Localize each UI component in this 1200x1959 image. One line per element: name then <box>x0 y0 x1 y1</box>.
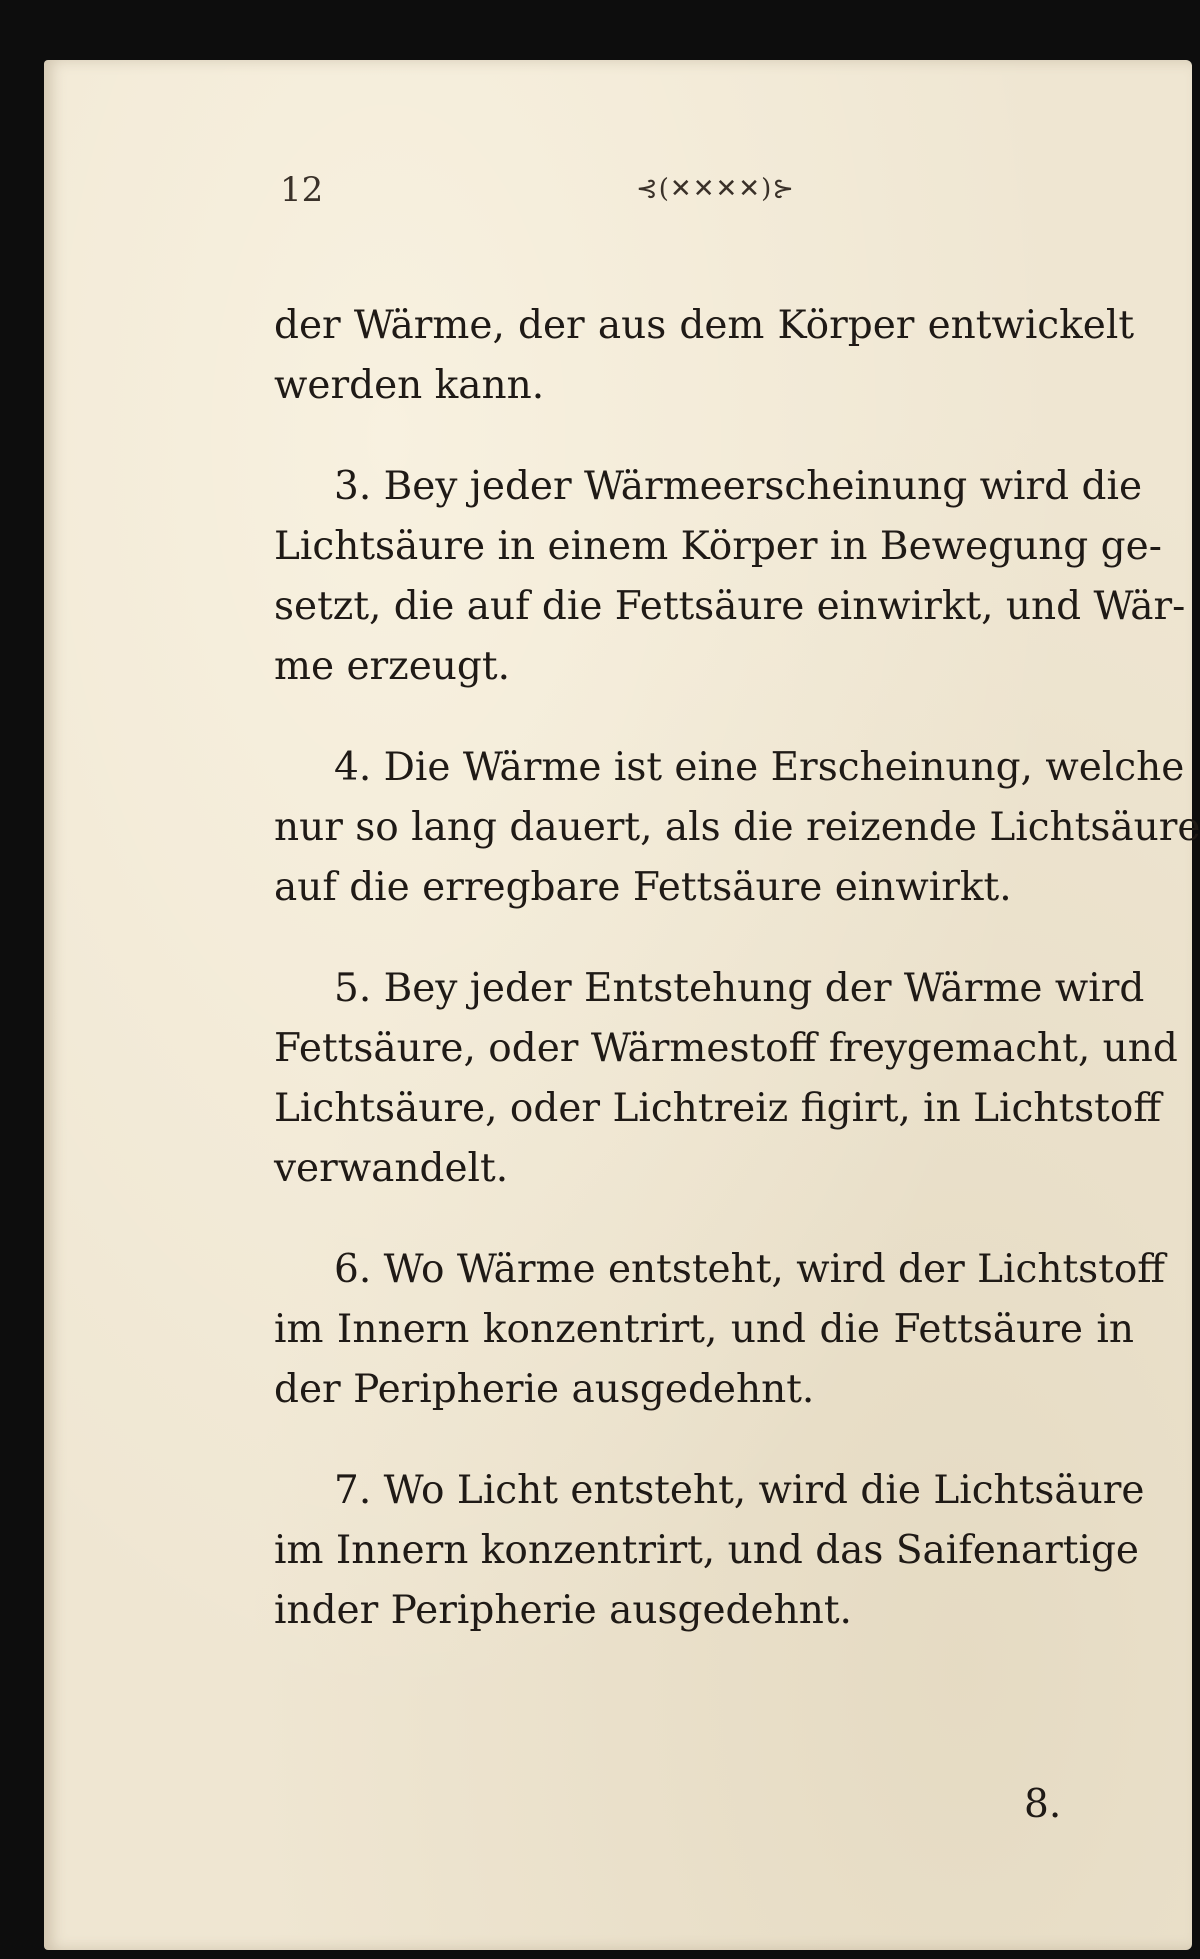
text-line: der Wärme, der aus dem Körper entwickelt <box>274 303 1134 348</box>
page-number: 12 <box>280 170 324 210</box>
paragraph-7 <box>274 1461 1145 1641</box>
text-line: der Peripherie ausgedehnt. <box>274 1367 815 1412</box>
paragraph-4 <box>274 738 1200 918</box>
text-line: 3. Bey jeder Wärmeerscheinung wird die <box>334 464 1143 509</box>
text-line: im Innern konzentrirt, und die Fettsäure in <box>274 1307 1134 1352</box>
page-body <box>274 296 1200 1682</box>
text-line: Lichtsäure in einem Körper in Bewegung ge- <box>274 524 1162 569</box>
page-header <box>280 170 1130 230</box>
text-line: Fettsäure, oder Wärmestoff freygemacht, und <box>274 1026 1178 1071</box>
text-line: inder Peripherie ausgedehnt. <box>274 1588 852 1633</box>
text-line: 6. Wo Wärme entsteht, wird der Lichtstoff <box>334 1247 1166 1292</box>
paragraph-6 <box>274 1240 1166 1420</box>
paragraph-continuation <box>274 296 1134 416</box>
text-line: 4. Die Wärme ist eine Erscheinung, welche <box>334 745 1185 790</box>
text-line: Lichtsäure, oder Lichtreiz figirt, in Lichtstoff <box>274 1086 1162 1131</box>
text-line: im Innern konzentrirt, und das Saifenartige <box>274 1528 1139 1573</box>
catchword: 8. <box>1024 1782 1062 1827</box>
header-ornament: ⊰(✕✕✕✕)⊱ <box>636 174 795 204</box>
text-line: werden kann. <box>274 363 545 408</box>
text-line: 7. Wo Licht entsteht, wird die Lichtsäure <box>334 1468 1145 1513</box>
paragraph-5 <box>274 959 1178 1199</box>
paragraph-3 <box>274 457 1186 697</box>
text-line: verwandelt. <box>274 1146 509 1191</box>
book-page <box>44 60 1200 1950</box>
text-line: 5. Bey jeder Entstehung der Wärme wird <box>334 966 1145 1011</box>
text-line: setzt, die auf die Fettsäure einwirkt, und Wär- <box>274 584 1186 629</box>
text-line: auf die erregbare Fettsäure einwirkt. <box>274 865 1012 910</box>
text-line: me erzeugt. <box>274 644 510 689</box>
text-line: nur so lang dauert, als die reizende Lichtsäure <box>274 805 1200 850</box>
